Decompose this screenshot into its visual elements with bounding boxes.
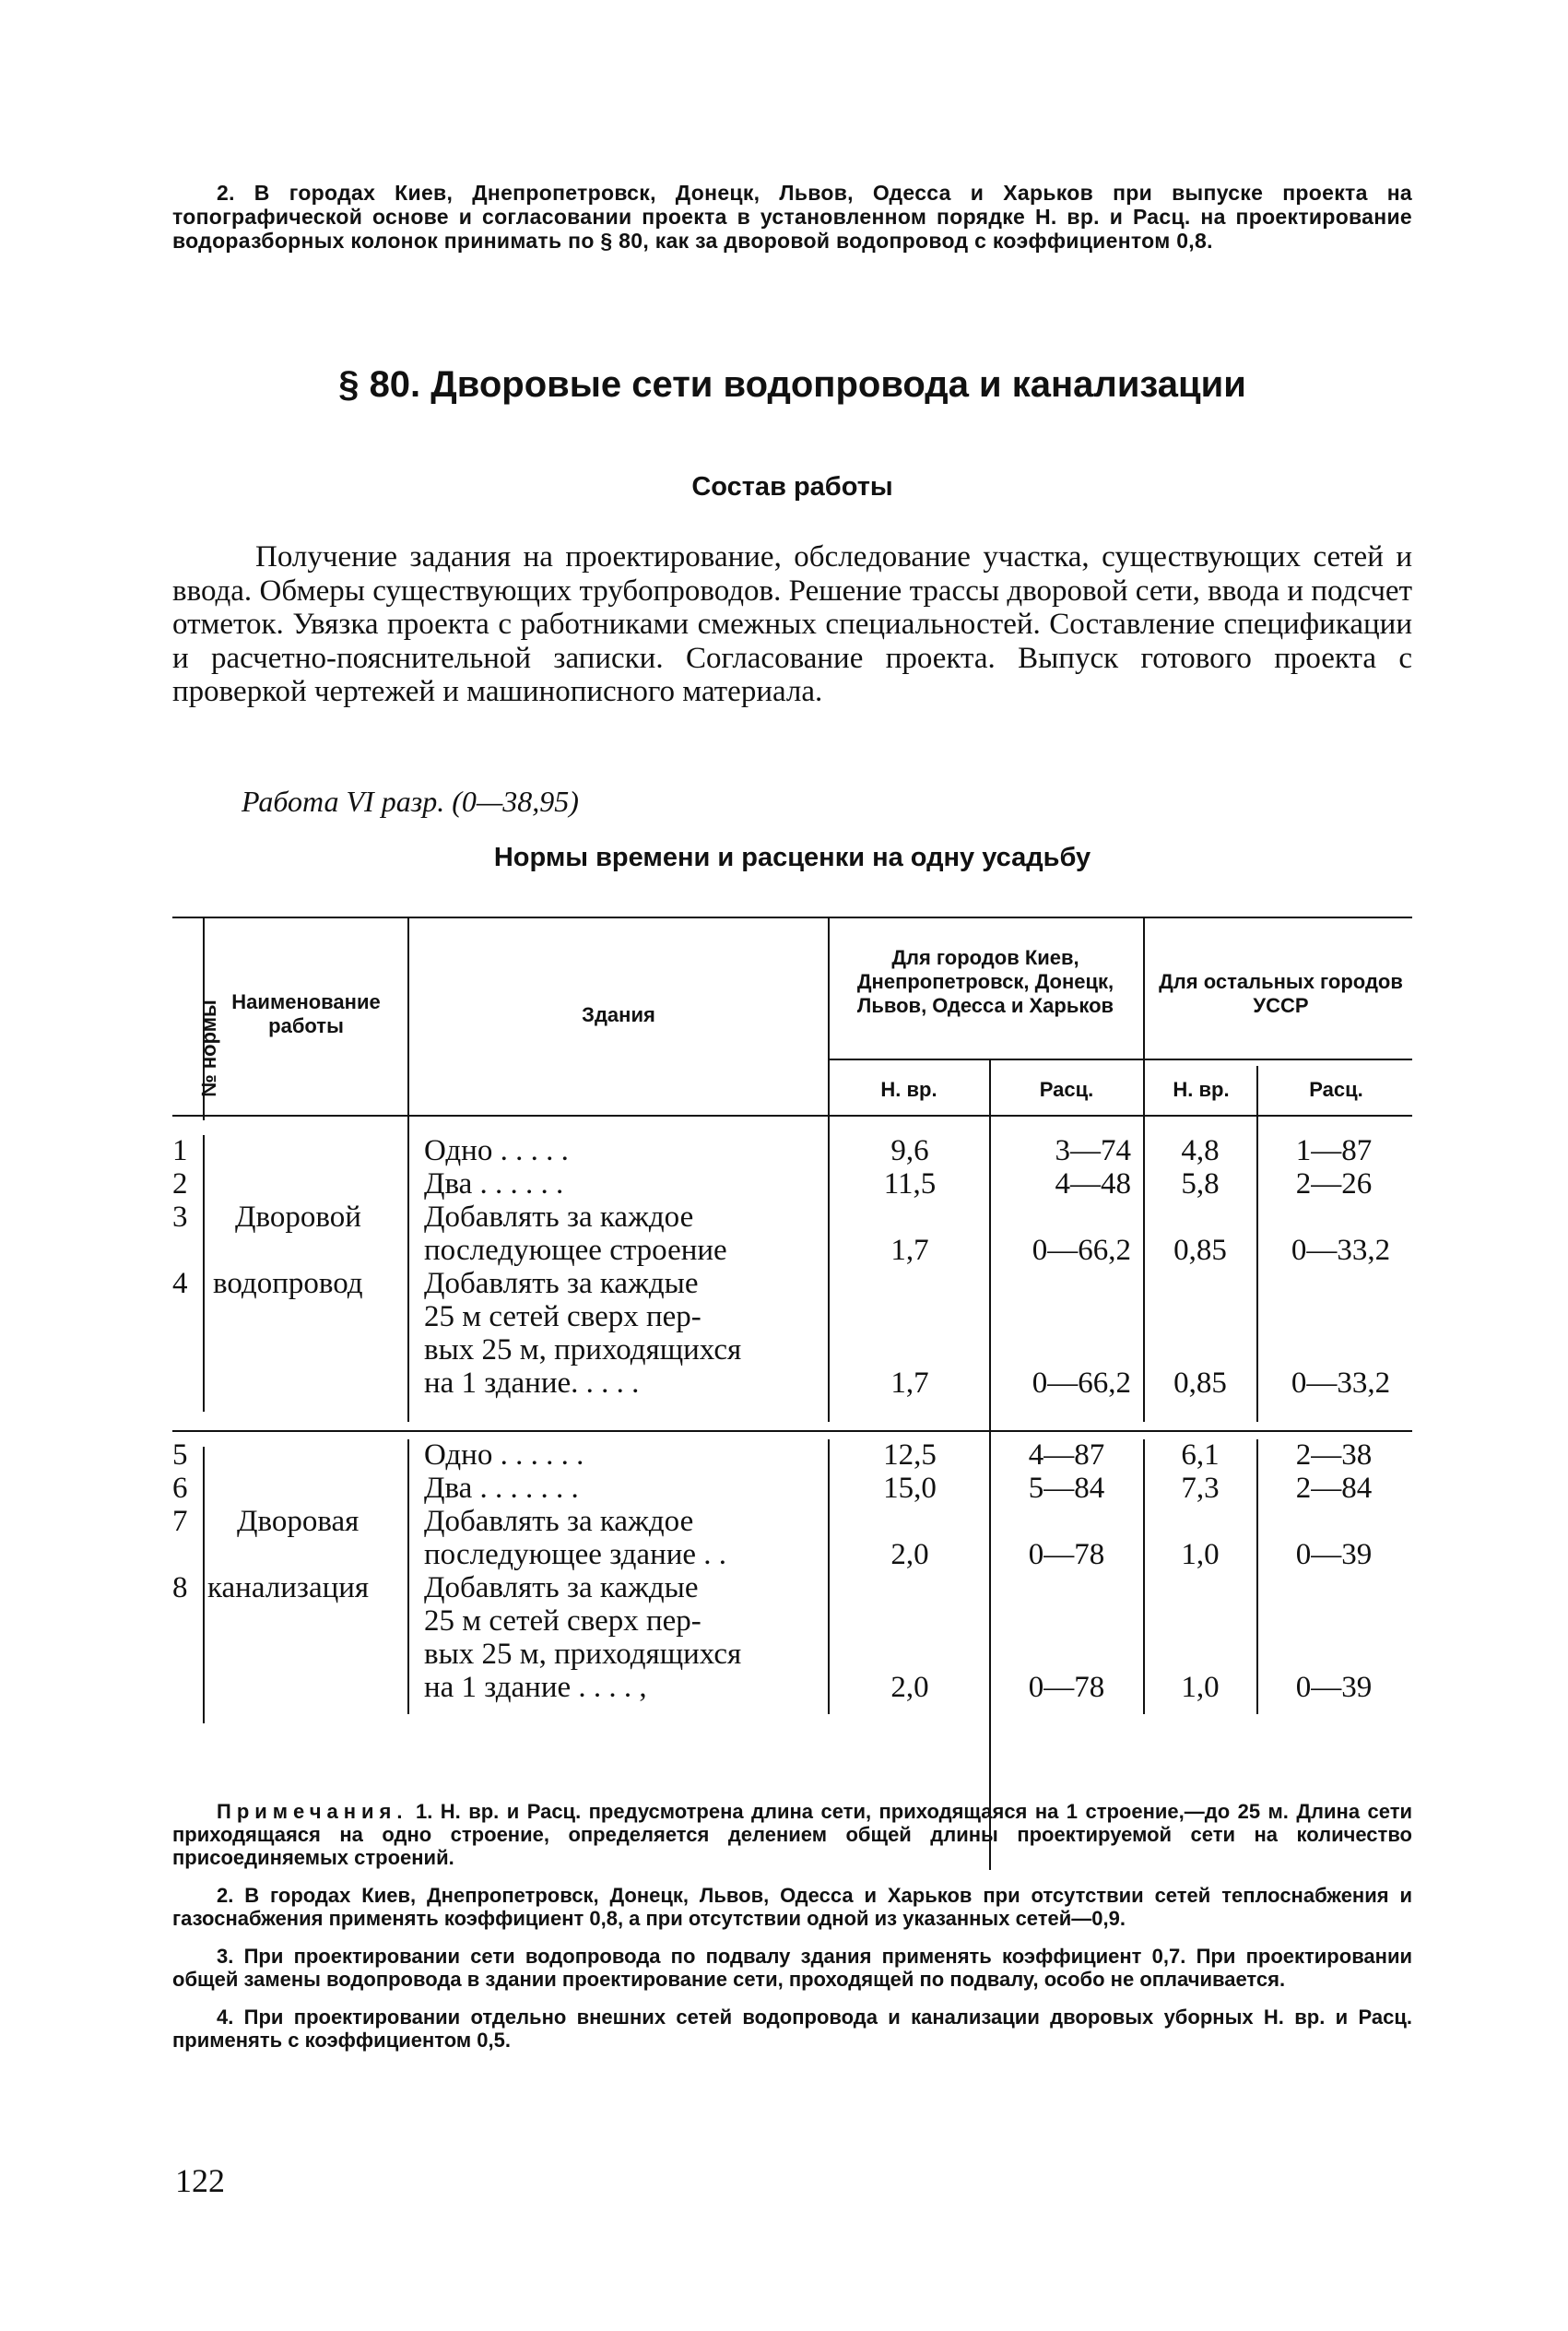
table-title: Нормы времени и расценки на одну усадьбу [493, 843, 1091, 872]
hvr1-value: 9,6 [890, 1134, 929, 1167]
row-number: 5 [172, 1438, 188, 1472]
col-rule-2b [407, 1439, 409, 1714]
row-number: 3 [172, 1201, 188, 1234]
row-number: 6 [172, 1472, 188, 1505]
work-line: Работа VI разр. (0—38,95) [242, 785, 579, 818]
hvr1-value: 1,7 [890, 1234, 929, 1267]
header-group-other-cities: Для остальных городов УССР [1159, 970, 1403, 1017]
building-desc: 25 м сетей сверх пер- [424, 1604, 701, 1638]
rasc1-value: 0—66,2 [1032, 1367, 1131, 1400]
row-number: 2 [172, 1167, 188, 1201]
col-rule-6 [1256, 1066, 1258, 1422]
hvr2-value: 0,85 [1173, 1234, 1227, 1267]
col-rule-2 [407, 917, 409, 1422]
rasc1-value: 5—84 [1028, 1472, 1105, 1505]
building-desc: Одно . . . . . [424, 1134, 569, 1167]
hvr2-value: 4,8 [1181, 1134, 1220, 1167]
building-desc: на 1 здание . . . . , [424, 1671, 647, 1704]
header-bottom-rule [172, 1115, 1412, 1117]
hvr1-value: 2,0 [890, 1538, 929, 1571]
building-desc: на 1 здание. . . . . [424, 1367, 640, 1400]
notes [172, 1800, 1412, 2066]
building-desc: вых 25 м, приходящихся [424, 1638, 742, 1671]
hvr1-value: 11,5 [883, 1167, 937, 1201]
rasc1-value: 4—87 [1028, 1438, 1105, 1472]
hvr2-value: 0,85 [1173, 1367, 1227, 1400]
col-rule-3b [828, 1439, 830, 1714]
header-norm-number: № нормы [197, 1000, 220, 1097]
group-divider-rule [172, 1430, 1412, 1432]
building-desc: 25 м сетей сверх пер- [424, 1300, 701, 1333]
rasc2-value: 0—39 [1295, 1671, 1373, 1704]
section-title: § 80. Дворовые сети водопровода и канализации [338, 364, 1246, 405]
building-desc: Добавлять за каждые [424, 1267, 699, 1300]
building-desc: Два . . . . . . [424, 1167, 564, 1201]
rasc1-value: 0—66,2 [1032, 1234, 1131, 1267]
building-desc: Одно . . . . . . [424, 1438, 584, 1472]
rasc2-value: 2—84 [1295, 1472, 1373, 1505]
note-3: 3. При проектировании сети водопровода по подвалу здания применять коэффициент 0,7. При проектировании общей замены водопровода в здании проектирование сети, проходящей по подвалу, особо не оплачивается. [172, 1945, 1412, 1991]
header-hvr-2: Н. вр. [1173, 1078, 1230, 1101]
notes-label: Примечания. [217, 1800, 408, 1823]
row-number: 4 [172, 1267, 188, 1300]
hvr1-value: 12,5 [883, 1438, 937, 1472]
building-desc: Добавлять за каждые [424, 1571, 699, 1604]
work-name-line: водопровод [213, 1267, 363, 1300]
row-number: 8 [172, 1571, 188, 1604]
hvr2-value: 7,3 [1181, 1472, 1220, 1505]
col-rule-6b [1256, 1439, 1258, 1714]
hvr2-value: 6,1 [1181, 1438, 1220, 1472]
hvr2-value: 1,0 [1181, 1538, 1220, 1571]
building-desc: вых 25 м, приходящихся [424, 1333, 742, 1367]
group-subheader-rule [830, 1059, 1412, 1060]
top-note: 2. В городах Киев, Днепропетровск, Донецк, Львов, Одесса и Харьков при выпуске проекта на топографической основе и согласовании проекта в установленном порядке Н. вр. и Расц. на проектирование водоразборных колонок принимать по § 80, как за дворовой водопровод с коэффициентом 0,8. [172, 181, 1412, 253]
header-group-major-cities: Для городов Киев, Днепропетровск, Донецк, Львов, Одесса и Харьков [856, 946, 1114, 1017]
rasc1-value: 0—78 [1028, 1538, 1105, 1571]
rasc1-value: 4—48 [1055, 1167, 1131, 1201]
hvr1-value: 1,7 [890, 1367, 929, 1400]
note-1 [172, 1800, 1412, 1869]
row-number: 1 [172, 1134, 188, 1167]
work-name-line: канализация [207, 1571, 370, 1604]
rasc1-value: 0—78 [1028, 1671, 1105, 1704]
rasc2-value: 1—87 [1295, 1134, 1373, 1167]
header-work-name: Наименование работы [231, 990, 381, 1037]
header-rasc-2: Расц. [1309, 1078, 1363, 1101]
header-hvr-1: Н. вр. [880, 1078, 937, 1101]
building-desc: Два . . . . . . . [424, 1472, 579, 1505]
building-desc: последующее строение [424, 1234, 727, 1267]
page-number: 122 [175, 2162, 225, 2199]
hvr1-value: 15,0 [883, 1472, 937, 1505]
rasc1-value: 3—74 [1055, 1134, 1131, 1167]
col-rule-3 [828, 917, 830, 1422]
norms-table [172, 917, 1412, 1737]
rasc2-value: 0—39 [1295, 1538, 1373, 1571]
rasc2-value: 0—33,2 [1291, 1234, 1391, 1267]
building-desc: последующее здание . . [424, 1538, 727, 1571]
building-desc: Добавлять за каждое [424, 1505, 694, 1538]
subheading: Состав работы [691, 472, 893, 502]
hvr2-value: 1,0 [1181, 1671, 1220, 1704]
hvr2-value: 5,8 [1181, 1167, 1220, 1201]
row-number: 7 [172, 1505, 188, 1538]
note-1-text: 1. Н. вр. и Расц. предусмотрена длина сети, приходящаяся на 1 строение,—до 25 м. Длина сети приходящаяся на одно строение, определяется делением общей длины проектируемой сети на количество присоединяемых строений. [172, 1800, 1412, 1869]
header-buildings: Здания [582, 1003, 655, 1026]
col-rule-1c [203, 1447, 205, 1723]
rasc2-value: 2—38 [1295, 1438, 1373, 1472]
note-4: 4. При проектировании отдельно внешних сетей водопровода и канализации дворовых уборных Н. вр. и Расц. применять с коэффициентом 0,5. [172, 2006, 1412, 2052]
rasc2-value: 2—26 [1295, 1167, 1373, 1201]
building-desc: Добавлять за каждое [424, 1201, 694, 1234]
note-2: 2. В городах Киев, Днепропетровск, Донецк, Львов, Одесса и Харьков при отсутствии сетей теплоснабжения и газоснабжения применять коэффициент 0,8, а при отсутствии одной из указанных сетей—0,9. [172, 1884, 1412, 1930]
col-rule-1b [203, 1135, 205, 1412]
hvr1-value: 2,0 [890, 1671, 929, 1704]
rasc2-value: 0—33,2 [1291, 1367, 1391, 1400]
work-name-line: Дворовая [237, 1505, 360, 1538]
body-text: Получение задания на проектирование, обследование участка, существующих сетей и ввода. Обмеры существующих трубопроводов. Решение трассы дворовой сети, ввода и подсчет отметок. Увязка проекта с работниками смежных специальностей. Составление спецификации и расчетно-пояснительной записки. Согласование проекта. Выпуск готового проекта с проверкой чертежей и машинописного материала. [172, 540, 1412, 708]
work-name-line: Дворовой [235, 1201, 361, 1234]
header-rasc-1: Расц. [1039, 1078, 1094, 1101]
table-top-rule [172, 917, 1412, 918]
